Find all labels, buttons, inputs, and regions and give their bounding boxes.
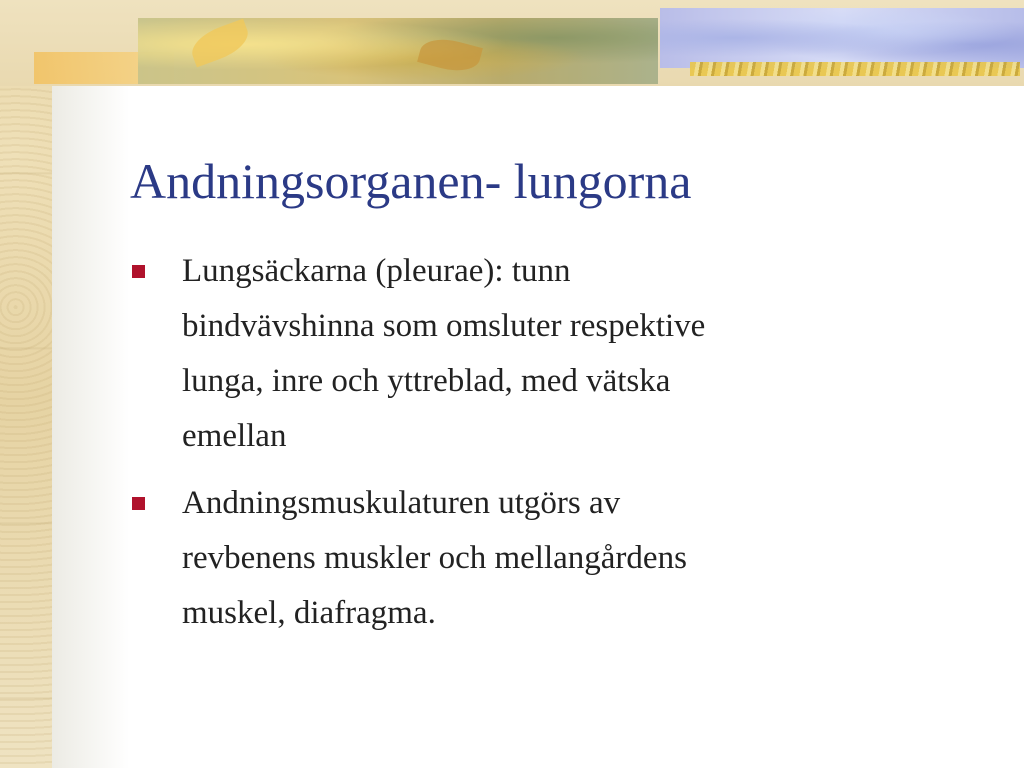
bullet-line: emellan (182, 418, 287, 454)
bullet-line: lunga, inre och yttreblad, med vätska (182, 363, 671, 399)
bullet-line: revbenens muskler och mellangårdens (182, 540, 687, 576)
bullet-line: muskel, diafragma. (182, 595, 436, 631)
bullet-line: Andningsmuskulaturen utgörs av (182, 485, 621, 521)
banner-blue-image (660, 8, 1024, 68)
bullet-line: Lungsäckarna (pleurae): tunn (182, 253, 571, 289)
bullet-item (130, 244, 950, 464)
left-decorative-strip (0, 0, 52, 768)
square-bullet-icon (132, 265, 145, 278)
top-decorative-banner (0, 0, 1024, 86)
bullet-line: bindvävshinna som omsluter respektive (182, 308, 706, 344)
bullet-item (130, 476, 950, 641)
slide-title: Andningsorganen- lungorna (130, 153, 692, 209)
bullet-list (130, 244, 950, 653)
square-bullet-icon (132, 497, 145, 510)
banner-gold-strip (690, 62, 1020, 76)
